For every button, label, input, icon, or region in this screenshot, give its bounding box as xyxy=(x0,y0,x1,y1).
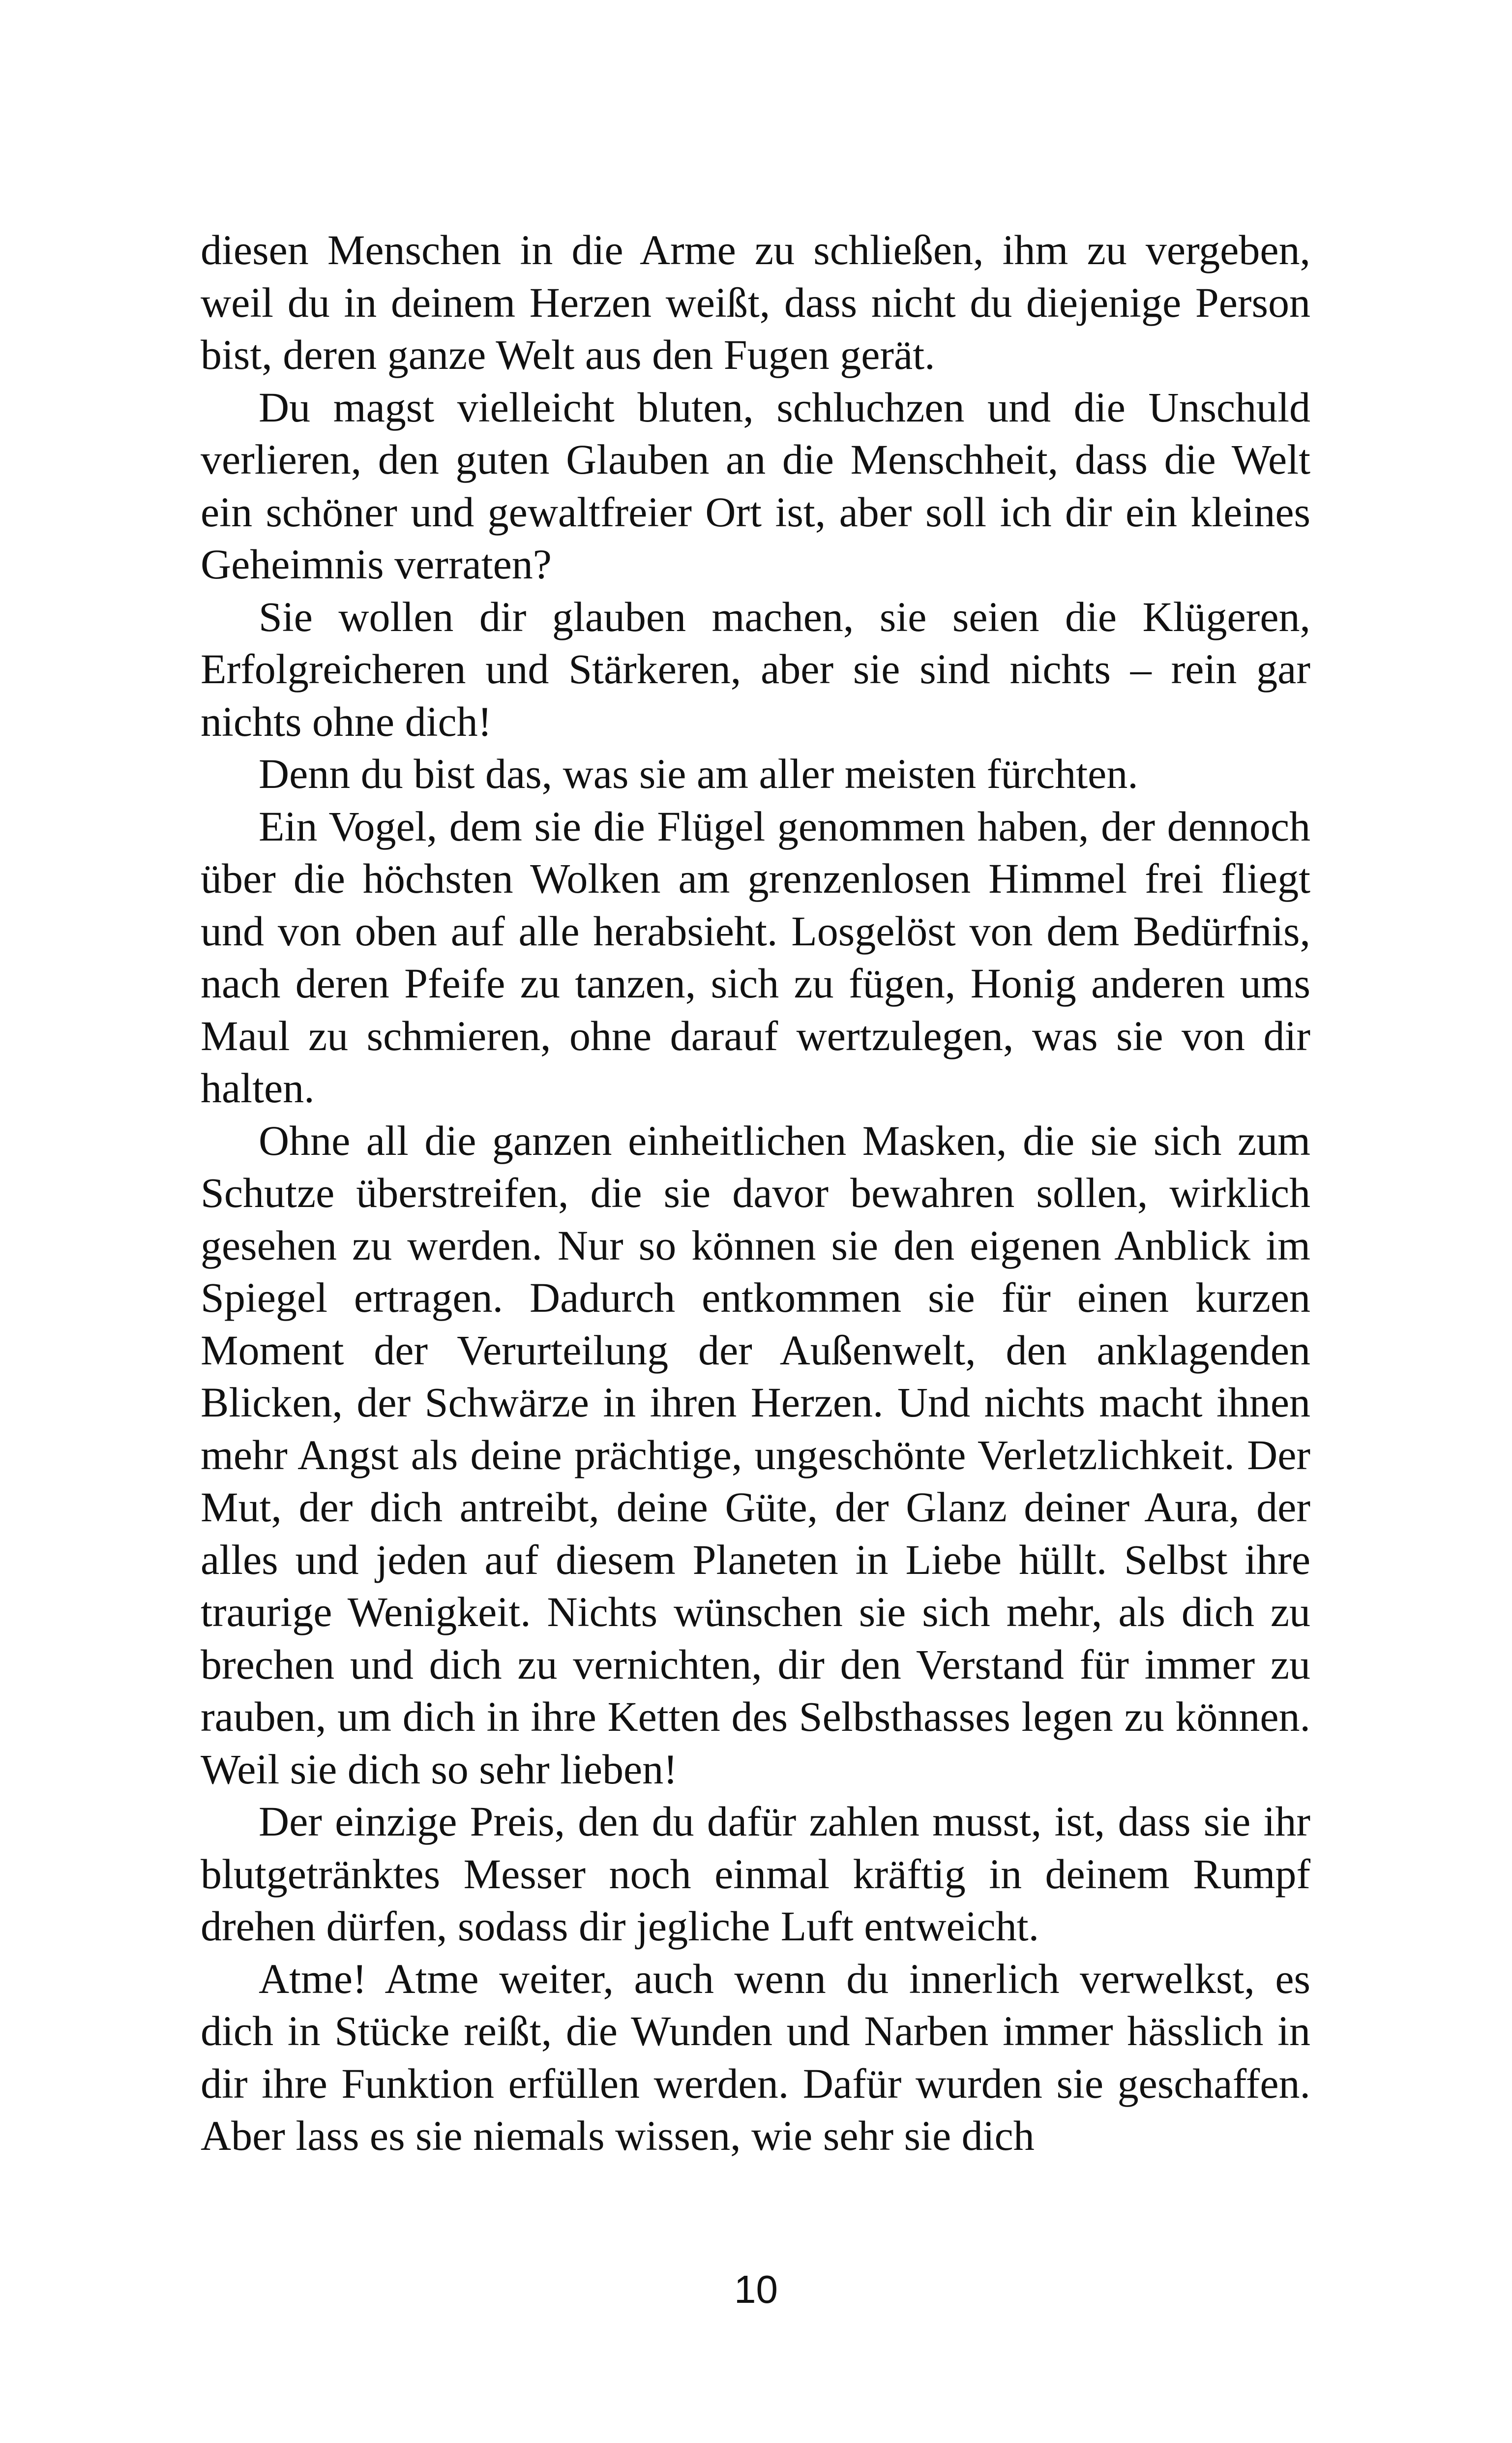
paragraph-2: Du magst vielleicht bluten, schluchzen und die Unschuld verlieren, den guten Glauben an die Menschheit, dass die Welt ein schöner und gewaltfreier Ort ist, aber soll ich dir ein kleines Geheimnis verraten? xyxy=(201,383,1310,588)
paragraph-7: Der einzige Preis, den du dafür zahlen musst, ist, dass sie ihr blutgetränktes Messer noch einmal kräftig in deinem Rumpf drehen dürfen, sodass dir jegliche Luft entweicht. xyxy=(201,1798,1310,1950)
paragraph-3: Sie wollen dir glauben machen, sie seien die Klügeren, Erfolgreicheren und Stärkeren, aber sie sind nichts – rein gar nichts ohne dich! xyxy=(201,593,1310,745)
paragraph-8: Atme! Atme weiter, auch wenn du innerlich verwelkst, es dich in Stücke reißt, die Wunden und Narben immer hässlich in dir ihre Funktion erfüllen werden. Dafür wurden sie geschaffen. Aber lass es sie niemals wissen, wie sehr sie dich xyxy=(201,1955,1310,2159)
paragraph-5: Ein Vogel, dem sie die Flügel genommen haben, der dennoch über die höchsten Wolken am grenzenlosen Himmel frei fliegt und von oben auf alle herabsieht. Losgelöst von dem Bedürfnis, nach deren Pfeife zu tanzen, sich zu fügen, Honig anderen ums Maul zu schmieren, ohne darauf wertzulegen, was sie von dir halten. xyxy=(201,802,1310,1112)
page-number: 10 xyxy=(734,2267,778,2311)
body-text xyxy=(201,224,1310,2162)
paragraph-1: diesen Menschen in die Arme zu schließen, ihm zu vergeben, weil du in deinem Herzen weißt, dass nicht du diejenige Person bist, deren ganze Welt aus den Fugen gerät. xyxy=(201,226,1310,378)
paragraph-4: Denn du bist das, was sie am aller meisten fürchten. xyxy=(259,750,1138,797)
paragraph-6: Ohne all die ganzen einheitlichen Masken, die sie sich zum Schutze überstreifen, die sie davor bewahren sollen, wirklich gesehen zu werden. Nur so können sie den eigenen Anblick im Spiegel ertragen. Dadurch entkommen sie für einen kurzen Moment der Verurteilung der Außenwelt, den anklagenden Blicken, der Schwärze in ihren Herzen. Und nichts macht ihnen mehr Angst als deine prächtige, ungeschönte Verletzlichkeit. Der Mut, der dich antreibt, deine Güte, der Glanz deiner Aura, der alles und jeden auf diesem Planeten in Liebe hüllt. Selbst ihre traurige Wenigkeit. Nichts wünschen sie sich mehr, als dich zu brechen und dich zu vernichten, dir den Verstand für immer zu rauben, um dich in ihre Ketten des Selbsthasses legen zu können. Weil sie dich so sehr lieben! xyxy=(201,1116,1310,1793)
